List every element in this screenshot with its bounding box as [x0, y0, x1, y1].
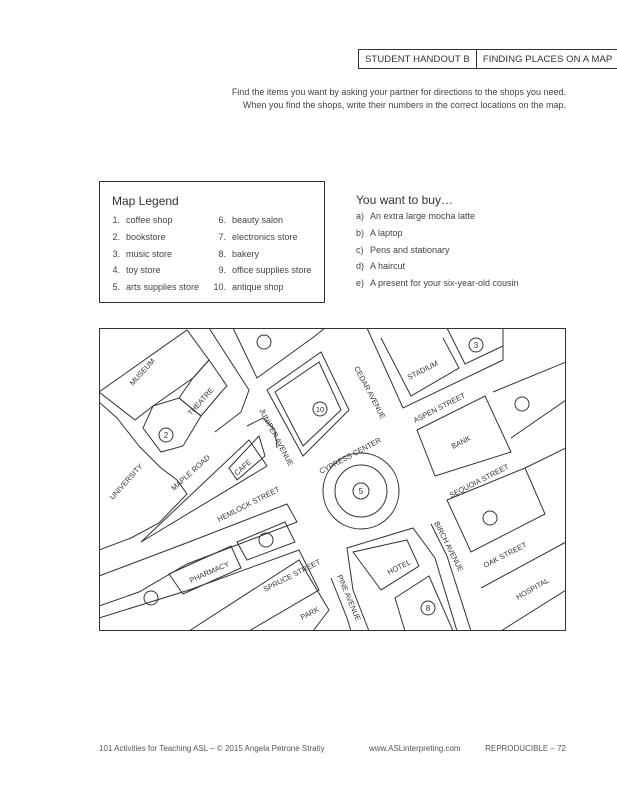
label-university: UNIVERSITY: [107, 461, 145, 502]
legend-item: [212, 232, 311, 249]
instruction-line: When you find the shops, write their numbers in the correct locations on the map.: [242, 99, 566, 110]
want-title: You want to buy…: [356, 193, 453, 207]
want-list: [356, 211, 519, 295]
empty-marker-circle: [259, 533, 273, 547]
block-right-edge: [525, 448, 566, 468]
legend-item-number: 1.: [112, 215, 120, 225]
label-spruce-street: SPRUCE STREET: [261, 557, 322, 594]
svg-text:2: 2: [163, 431, 169, 440]
label-theatre: THEATRE: [185, 385, 216, 418]
label-pharmacy: PHARMACY: [188, 559, 231, 585]
want-item: [356, 245, 519, 262]
legend-item-label: toy store: [126, 265, 161, 276]
legend-item-label: electronics store: [232, 231, 298, 242]
want-item-text: Pens and stationary: [370, 244, 450, 255]
legend-column-left: [112, 215, 199, 299]
legend-item: [212, 265, 311, 282]
empty-marker-circle: [144, 591, 158, 605]
legend-item-number: 7.: [218, 231, 226, 242]
handout-title: FINDING PLACES ON A MAP: [476, 50, 617, 68]
block-theatre: [179, 360, 227, 416]
legend-item-label: coffee shop: [126, 215, 173, 225]
want-item: [356, 278, 519, 295]
block-spruce-lower: [99, 550, 319, 631]
marker-8: [421, 601, 435, 615]
label-hemlock-street: HEMLOCK STREET: [215, 484, 282, 524]
label-bank: BANK: [449, 433, 473, 451]
label-cedar-avenue: CEDAR AVENUE: [352, 364, 388, 421]
legend-item-number: 6.: [218, 215, 226, 225]
legend-item-number: 9.: [218, 265, 226, 276]
instructions: [232, 86, 566, 111]
block-hospital-lower: [501, 590, 566, 631]
want-item-letter: a): [356, 211, 365, 221]
svg-text:10: 10: [315, 405, 325, 414]
legend-item-number: 2.: [112, 231, 120, 242]
legend-item-label: music store: [126, 248, 173, 259]
svg-text:5: 5: [358, 487, 364, 496]
want-item-text: A laptop: [370, 227, 403, 238]
legend-column-right: [212, 215, 311, 299]
handout-label: STUDENT HANDOUT B: [365, 53, 470, 65]
marker-2: [159, 428, 173, 442]
want-item: [356, 228, 519, 245]
want-item-text: A haircut: [370, 261, 406, 272]
legend-item-number: 5.: [112, 282, 120, 293]
empty-marker-circle: [257, 335, 271, 349]
legend-item: [212, 282, 311, 299]
block-top-center: [233, 328, 325, 378]
legend-item: [212, 215, 311, 232]
footer-website: www.ASLinterpreting.com: [369, 744, 461, 753]
marker-5: [353, 483, 369, 499]
legend-item-label: beauty salon: [232, 215, 284, 225]
label-pine-avenue: PINE AVENUE: [335, 573, 363, 623]
block-top-right-corner: [493, 362, 566, 438]
empty-marker-circle: [515, 397, 529, 411]
legend-title: Map Legend: [112, 194, 179, 208]
want-item: [356, 211, 519, 228]
want-item-text: A present for your six-year-old cousin: [370, 278, 519, 289]
block-top-left-edge: [209, 328, 249, 432]
block-right-mid: [447, 468, 545, 552]
city-map: [99, 328, 566, 631]
block-bakery: [395, 576, 453, 631]
empty-marker-circle: [483, 511, 497, 525]
legend-item-label: bakery: [232, 248, 260, 259]
svg-text:8: 8: [425, 604, 431, 613]
marker-10: [313, 402, 327, 416]
label-cypress-center: CYPRESS CENTER: [317, 435, 383, 476]
block-university: [99, 402, 187, 550]
instruction-line: Find the items you want by asking your partner for directions to the shops you need.: [231, 87, 566, 97]
footer-page-number: REPRODUCIBLE – 72: [485, 744, 566, 753]
handout-header: [358, 49, 617, 69]
want-item-letter: e): [356, 278, 365, 289]
label-park: PARK: [298, 604, 321, 622]
legend-item: [112, 265, 199, 282]
label-maple-road: MAPLE ROAD: [169, 452, 212, 493]
label-juniper-avenue: JUNIPER AVENUE: [257, 406, 296, 468]
svg-text:3: 3: [473, 341, 479, 350]
map-legend: [99, 181, 325, 303]
want-item-letter: d): [356, 261, 365, 272]
legend-item-number: 3.: [112, 248, 120, 259]
label-oak-street: OAK STREET: [481, 540, 529, 570]
legend-item-number: 8.: [218, 248, 226, 259]
label-museum: MUSEUM: [127, 356, 157, 388]
block-antique: [275, 362, 341, 446]
legend-item: [112, 282, 199, 299]
label-hotel: HOTEL: [385, 557, 413, 577]
label-aspen-street: ASPEN STREET: [411, 390, 467, 425]
label-hospital: HOSPITAL: [514, 575, 551, 602]
label-sequoia-street: SEQUOIA STREET: [447, 462, 511, 500]
want-item-letter: c): [356, 244, 364, 255]
want-item-letter: b): [356, 227, 365, 238]
legend-item: [112, 232, 199, 249]
label-stadium: STADIUM: [405, 358, 440, 382]
legend-item: [112, 249, 199, 266]
legend-item-label: bookstore: [126, 231, 166, 242]
legend-item-label: arts supplies store: [126, 282, 200, 293]
label-cafe: CAFE: [232, 457, 254, 478]
want-item: [356, 261, 519, 278]
legend-item: [212, 249, 311, 266]
want-item-text: An extra large mocha latte: [370, 211, 476, 221]
legend-item-number: 10.: [213, 282, 226, 293]
legend-item-label: antique shop: [232, 282, 284, 293]
legend-item-number: 4.: [112, 265, 120, 276]
label-birch-avenue: BIRCH AVENUE: [432, 519, 466, 574]
legend-item: [112, 215, 199, 232]
footer-copyright: 101 Activities for Teaching ASL – © 2015 Angela Petrone Stratiy: [99, 744, 325, 753]
legend-item-label: office supplies store: [232, 265, 312, 276]
map-frame: [100, 329, 566, 631]
marker-3: [469, 338, 483, 352]
